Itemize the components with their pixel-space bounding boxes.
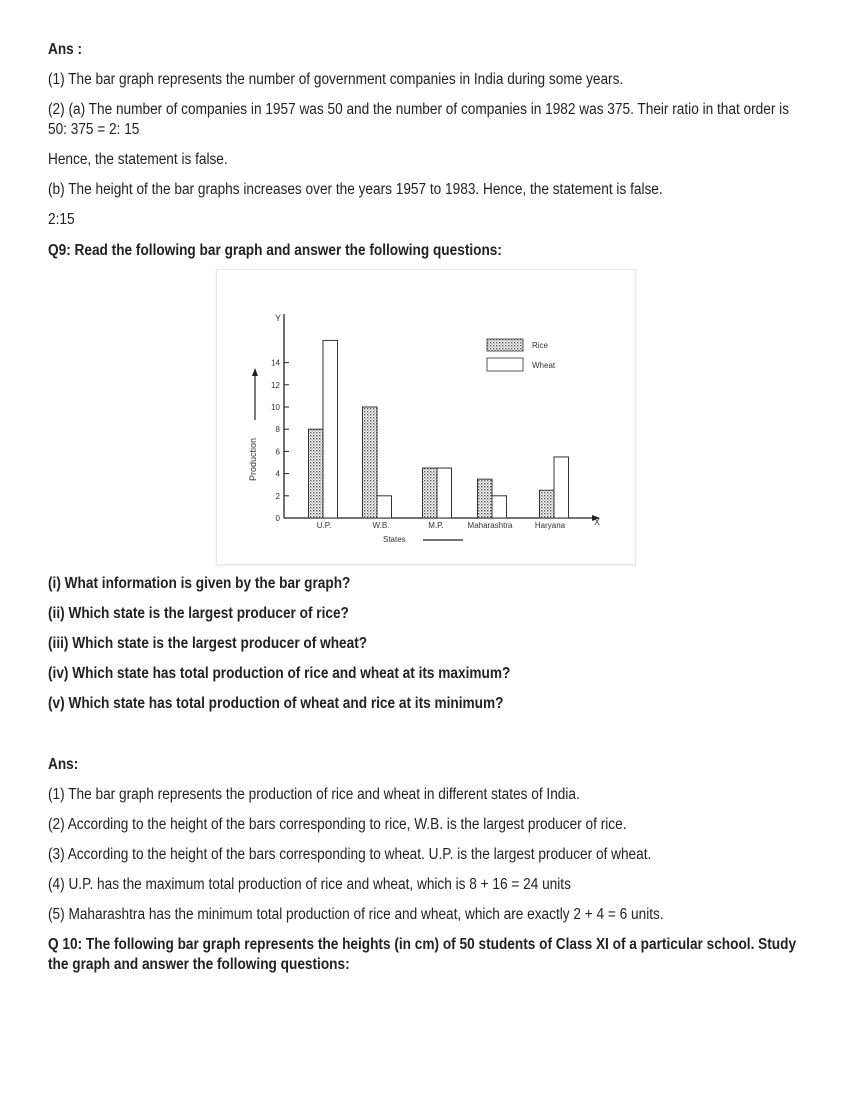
y-tick-label: 4 [275, 469, 280, 479]
answer-item: (2) According to the height of the bars corresponding to rice, W.B. is the largest producer of rice. [48, 816, 627, 833]
y-ticks [271, 359, 289, 523]
y-axis-title: Production [248, 437, 258, 481]
bar-rice [478, 479, 493, 518]
x-tick-label: W.B. [372, 521, 390, 530]
question-heading: Q9: Read the following bar graph and answer the following questions: [48, 242, 502, 259]
y-tick-label: 12 [271, 380, 280, 390]
question-item: (iii) Which state is the largest producer of wheat? [48, 635, 368, 652]
bar-rice [309, 429, 324, 518]
answer-paragraph: (1) The bar graph represents the number of government companies in India during some years. [48, 71, 624, 88]
bar-wheat [323, 340, 338, 518]
legend-swatch-rice [487, 339, 523, 351]
bar-chart-svg [217, 270, 635, 564]
y-tick-label: 0 [275, 514, 280, 523]
legend-label-wheat: Wheat [532, 361, 556, 370]
legend-swatch-wheat [487, 358, 523, 371]
y-axis-letter: Y [275, 313, 282, 323]
y-tick-label: 6 [275, 447, 280, 457]
y-label-arrow-head [252, 368, 258, 376]
x-tick-label: U.P. [316, 521, 332, 530]
answer-paragraph: (2) (a) The number of companies in 1957 was 50 and the number of companies in 1982 was 375. Their ratio in that order is 50: 375 = 2: 15 [48, 101, 790, 138]
x-tick-label: Maharashtra [467, 521, 513, 530]
question-item: (ii) Which state is the largest producer of rice? [48, 605, 349, 622]
x-axis-title: States [383, 535, 406, 544]
bar-wheat [377, 496, 392, 518]
bar-chart [216, 269, 636, 565]
y-tick-label: 8 [275, 425, 280, 435]
answer-item: (4) U.P. has the maximum total production of rice and wheat, which is 8 + 16 = 24 units [48, 876, 571, 893]
bar-wheat [492, 496, 507, 518]
question-item: (v) Which state has total production of wheat and rice at its minimum? [48, 695, 504, 712]
x-tick-label: M.P. [428, 521, 444, 530]
legend-label-rice: Rice [532, 341, 549, 350]
answer-ratio: 2:15 [48, 211, 75, 228]
x-tick-labels [317, 521, 566, 530]
answer-paragraph: (b) The height of the bar graphs increases over the years 1957 to 1983. Hence, the statement is false. [48, 181, 663, 198]
ans-heading: Ans: [48, 756, 79, 773]
answer-item: (5) Maharashtra has the minimum total production of rice and wheat, which are exactly 2 + 4 = 6 units. [48, 906, 664, 923]
y-tick-label: 2 [275, 491, 280, 501]
answer-item: (1) The bar graph represents the production of rice and wheat in different states of India. [48, 786, 580, 803]
bars [309, 340, 569, 518]
answer-paragraph: Hence, the statement is false. [48, 151, 228, 168]
question-heading: Q 10: The following bar graph represents the heights (in cm) of 50 students of Class XI of a particular school. Study the graph and answer the following questions: [48, 936, 797, 973]
ans-heading: Ans : [48, 41, 83, 58]
y-tick-label: 14 [271, 358, 280, 368]
y-tick-label: 10 [271, 403, 280, 412]
question-item: (i) What information is given by the bar graph? [48, 575, 351, 592]
bar-rice [423, 468, 438, 518]
answer-item: (3) According to the height of the bars corresponding to wheat. U.P. is the largest producer of wheat. [48, 846, 652, 863]
chart-legend [487, 339, 556, 371]
x-tick-label: Haryana [534, 521, 566, 530]
bar-wheat [554, 457, 569, 518]
question-item: (iv) Which state has total production of rice and wheat at its maximum? [48, 665, 511, 682]
x-axis-letter: X [594, 517, 601, 527]
bar-wheat [437, 468, 452, 518]
bar-rice [363, 407, 378, 518]
bar-rice [540, 490, 555, 518]
